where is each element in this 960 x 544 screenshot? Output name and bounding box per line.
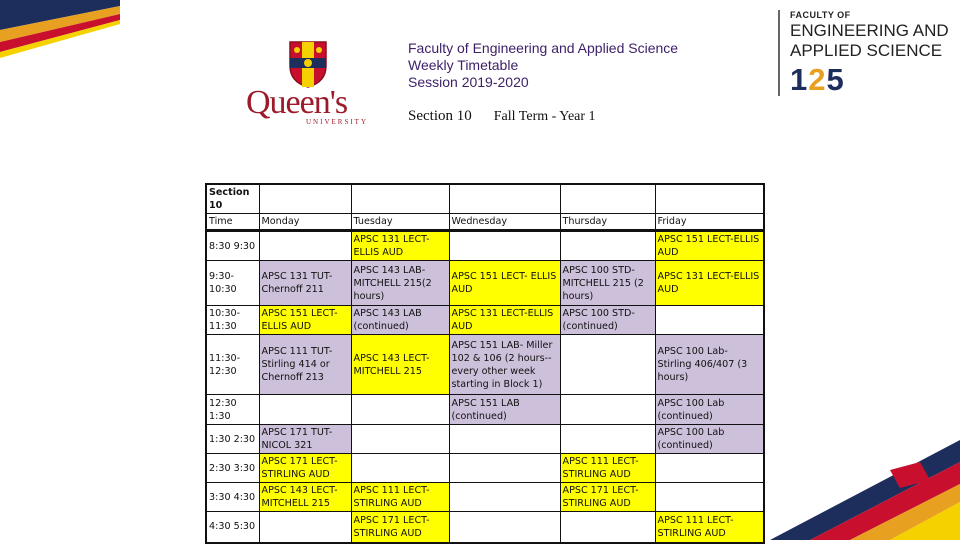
class-cell: [449, 454, 560, 483]
section-label: Section 10: [408, 108, 472, 124]
class-cell: [655, 483, 764, 512]
class-cell: APSC 111 LECT-STIRLING AUD: [655, 512, 764, 543]
table-row: [206, 335, 764, 395]
time-cell: 10:30-11:30: [206, 306, 259, 335]
page-header: [408, 40, 678, 91]
queens-wordmark-sub: UNIVERSITY: [306, 118, 368, 126]
class-cell: APSC 143 LAB-MITCHELL 215(2 hours): [351, 261, 449, 306]
faculty-name-line1: ENGINEERING AND: [790, 21, 949, 40]
class-cell: APSC 151 LECT-ELLIS AUD: [259, 306, 351, 335]
class-cell: APSC 111 LECT-STIRLING AUD: [351, 483, 449, 512]
section-term-line: [408, 108, 596, 125]
class-cell: APSC 131 TUT-Chernoff 211: [259, 261, 351, 306]
table-row: [206, 425, 764, 454]
class-cell: [449, 231, 560, 261]
queens-wordmark: Queen's: [246, 84, 348, 121]
class-cell: APSC 151 LAB (continued): [449, 395, 560, 425]
time-cell: 1:30 2:30: [206, 425, 259, 454]
anniversary-number: 125: [790, 62, 845, 97]
class-cell: [259, 395, 351, 425]
class-cell: [351, 425, 449, 454]
class-cell: APSC 100 Lab (continued): [655, 395, 764, 425]
header-tuesday: Tuesday: [351, 214, 449, 231]
class-cell: APSC 100 Lab- Stirling 406/407 (3 hours): [655, 335, 764, 395]
time-cell: 3:30 4:30: [206, 483, 259, 512]
time-cell: 12:30 1:30: [206, 395, 259, 425]
class-cell: [449, 425, 560, 454]
class-cell: [655, 454, 764, 483]
timetable-subtitle: Weekly Timetable: [408, 57, 519, 73]
table-row: [206, 261, 764, 306]
class-cell: APSC 151 LECT- ELLIS AUD: [449, 261, 560, 306]
table-row: [206, 231, 764, 261]
timetable: [205, 183, 765, 544]
class-cell: APSC 131 LECT-ELLIS AUD: [655, 261, 764, 306]
table-row: [206, 306, 764, 335]
table-row: [206, 512, 764, 543]
class-cell: APSC 131 LECT-ELLIS AUD: [351, 231, 449, 261]
faculty-of-label: FACULTY OF: [790, 10, 851, 20]
class-cell: APSC 151 LECT-ELLIS AUD: [655, 231, 764, 261]
header-monday: Monday: [259, 214, 351, 231]
time-cell: 8:30 9:30: [206, 231, 259, 261]
class-cell: APSC 171 TUT-NICOL 321: [259, 425, 351, 454]
session-label: Session 2019-2020: [408, 74, 529, 90]
time-cell: 9:30-10:30: [206, 261, 259, 306]
decorative-stripes-bottom-right: [770, 440, 960, 540]
section-title-cell: Section 10: [206, 184, 259, 214]
class-cell: [449, 512, 560, 543]
class-cell: APSC 143 LECT-MITCHELL 215: [351, 335, 449, 395]
class-cell: APSC 111 TUT-Stirling 414 or Chernoff 213: [259, 335, 351, 395]
faculty-title: Faculty of Engineering and Applied Science: [408, 40, 679, 56]
class-cell: APSC 143 LAB (continued): [351, 306, 449, 335]
header-friday: Friday: [655, 214, 764, 231]
class-cell: [560, 395, 655, 425]
class-cell: APSC 151 LAB- Miller 102 & 106 (2 hours--every other week starting in Block 1): [449, 335, 560, 395]
class-cell: [351, 395, 449, 425]
faculty-125-logo: [778, 10, 949, 96]
table-row: [206, 395, 764, 425]
class-cell: [560, 512, 655, 543]
time-cell: 11:30-12:30: [206, 335, 259, 395]
header-thursday: Thursday: [560, 214, 655, 231]
class-cell: APSC 100 STD-(continued): [560, 306, 655, 335]
class-cell: APSC 171 LECT-STIRLING AUD: [560, 483, 655, 512]
class-cell: APSC 111 LECT-STIRLING AUD: [560, 454, 655, 483]
table-row: [206, 454, 764, 483]
class-cell: APSC 171 LECT-STIRLING AUD: [259, 454, 351, 483]
header-row: [206, 214, 764, 231]
class-cell: [560, 335, 655, 395]
decorative-stripes-top-left: [0, 0, 120, 60]
class-cell: [259, 231, 351, 261]
class-cell: [560, 425, 655, 454]
class-cell: APSC 143 LECT-MITCHELL 215: [259, 483, 351, 512]
faculty-name-line2: APPLIED SCIENCE: [790, 41, 943, 60]
header-wednesday: Wednesday: [449, 214, 560, 231]
table-row: [206, 184, 764, 214]
header-time: Time: [206, 214, 259, 231]
class-cell: APSC 100 Lab (continued): [655, 425, 764, 454]
class-cell: [351, 454, 449, 483]
time-cell: 4:30 5:30: [206, 512, 259, 543]
term-label: Fall Term - Year 1: [493, 109, 596, 124]
class-cell: [655, 306, 764, 335]
class-cell: APSC 100 STD-MITCHELL 215 (2 hours): [560, 261, 655, 306]
class-cell: APSC 171 LECT-STIRLING AUD: [351, 512, 449, 543]
class-cell: [259, 512, 351, 543]
class-cell: APSC 131 LECT-ELLIS AUD: [449, 306, 560, 335]
class-cell: [560, 231, 655, 261]
class-cell: [449, 483, 560, 512]
table-row: [206, 483, 764, 512]
time-cell: 2:30 3:30: [206, 454, 259, 483]
